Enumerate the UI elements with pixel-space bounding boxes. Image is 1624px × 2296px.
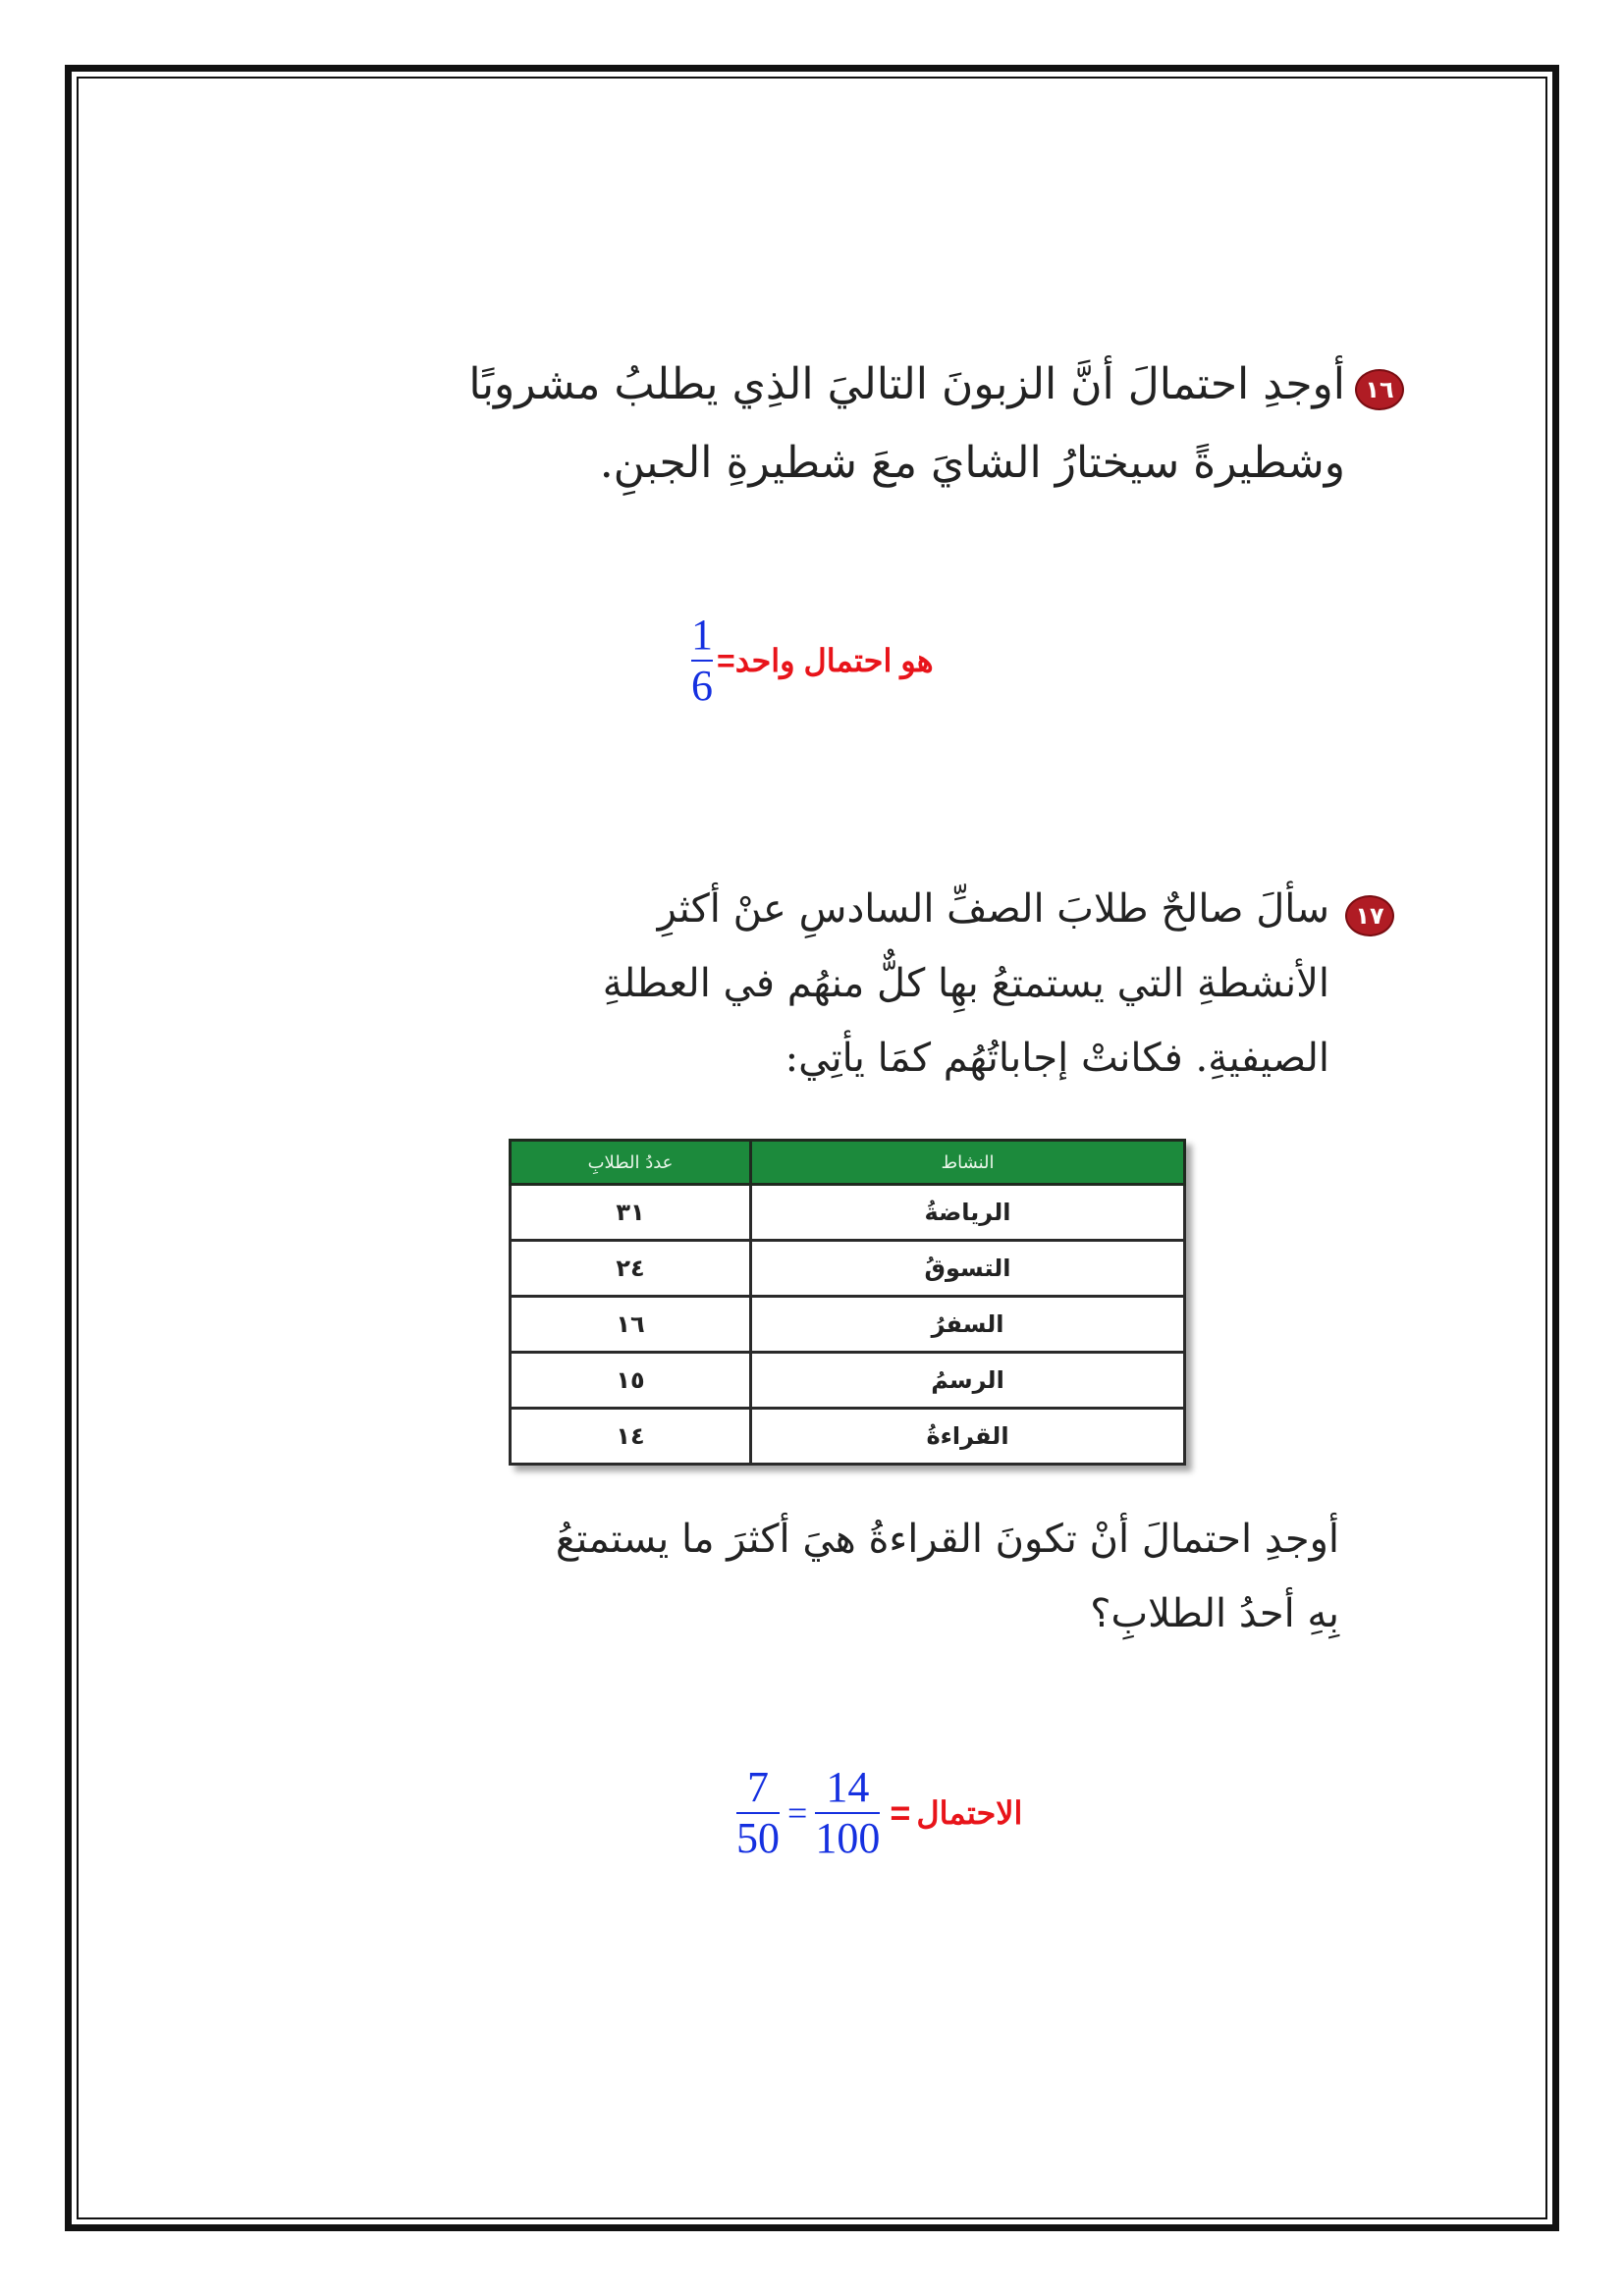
count-cell: ٣١ xyxy=(511,1185,751,1241)
question-17-number-badge xyxy=(1345,895,1394,936)
header-student-count: عددُ الطلابِ xyxy=(511,1141,751,1185)
table-row xyxy=(511,1353,1185,1409)
question-16-number: ١٦ xyxy=(1365,376,1394,403)
fraction-numerator: 1 xyxy=(691,611,713,659)
answer-17-fraction xyxy=(815,1763,880,1863)
table-row xyxy=(511,1185,1185,1241)
question-16-number-badge xyxy=(1355,369,1404,410)
fraction-denominator: 100 xyxy=(815,1814,881,1862)
question-16-answer xyxy=(687,611,934,711)
activities-table xyxy=(509,1139,1186,1466)
question-17-line-2: الأنشطةِ التي يستمتعُ بهِا كلٌّ منهُم في العطلةِ xyxy=(602,961,1329,1006)
table-header-row xyxy=(511,1141,1185,1185)
activity-cell: الرسمُ xyxy=(751,1353,1185,1409)
answer-17-label: الاحتمال xyxy=(916,1795,1023,1831)
fraction-denominator: 50 xyxy=(736,1814,780,1862)
equals-sign-red: = xyxy=(890,1792,911,1833)
header-activity: النشاط xyxy=(751,1141,1185,1185)
count-cell: ١٤ xyxy=(511,1409,751,1465)
answer-17-fraction-simplified xyxy=(736,1763,780,1863)
count-cell: ١٦ xyxy=(511,1297,751,1353)
question-17-line-1: سألَ صالحٌ طلابَ الصفِّ السادسِ عنْ أكثرِ xyxy=(657,886,1329,932)
question-17-number: ١٧ xyxy=(1355,902,1384,930)
count-cell: ٢٤ xyxy=(511,1241,751,1297)
activity-cell: السفرُ xyxy=(751,1297,1185,1353)
question-16-line-1: أوجدِ احتمالَ أنَّ الزبونَ التاليَ الذِي يطلبُ مشروبًا xyxy=(468,359,1345,409)
answer-16-label: هو احتمال واحد= xyxy=(717,643,934,678)
activity-cell: الرياضةُ xyxy=(751,1185,1185,1241)
equals-sign: = xyxy=(787,1793,808,1833)
table-row xyxy=(511,1241,1185,1297)
subquestion-line-2: بِهِ أحدُ الطلابِ؟ xyxy=(1090,1591,1339,1636)
fraction-numerator: 14 xyxy=(826,1763,870,1811)
question-17-line-3: الصيفيةِ. فكانتْ إجاباتُهُم كمَا يأتِي: xyxy=(785,1036,1329,1081)
question-17-subquestion xyxy=(308,1502,1339,1651)
fraction-numerator: 7 xyxy=(747,1763,769,1811)
subquestion-line-1: أوجدِ احتمالَ أنْ تكونَ القراءةُ هيَ أكثرَ ما يستمتعُ xyxy=(555,1517,1339,1562)
table-row xyxy=(511,1409,1185,1465)
count-cell: ١٥ xyxy=(511,1353,751,1409)
question-17-answer xyxy=(732,1763,1022,1863)
question-16-line-2: وشطيرةً سيختارُ الشايَ معَ شطيرةِ الجبنِ. xyxy=(599,438,1345,488)
answer-16-fraction xyxy=(691,611,713,711)
fraction-denominator: 6 xyxy=(691,662,713,710)
question-16-text xyxy=(344,346,1345,503)
activity-cell: القراءةُ xyxy=(751,1409,1185,1465)
question-17-text xyxy=(348,872,1329,1095)
activity-cell: التسوقُ xyxy=(751,1241,1185,1297)
table-row xyxy=(511,1297,1185,1353)
